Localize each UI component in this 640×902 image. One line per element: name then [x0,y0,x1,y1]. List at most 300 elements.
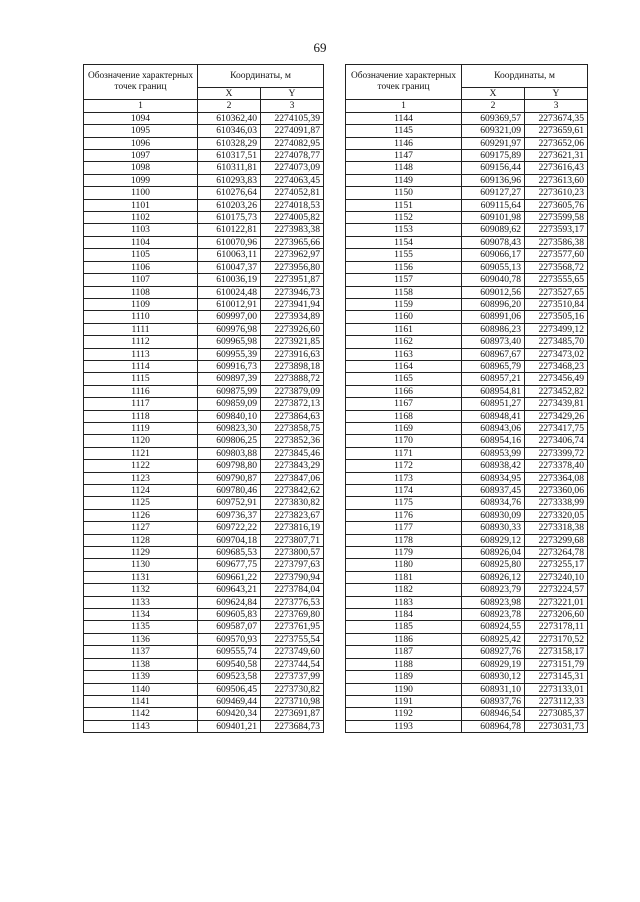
point-number-cell: 1111 [84,323,198,335]
table-row [84,348,324,360]
x-coordinate-cell: 609736,37 [198,509,261,521]
point-number-cell: 1097 [84,150,198,162]
x-coordinate-cell: 609420,34 [198,708,261,720]
table-row [84,286,324,298]
point-number-cell: 1172 [346,460,462,472]
x-coordinate-cell: 608938,42 [462,460,525,472]
y-coordinate-cell: 2273951,87 [261,274,324,286]
x-coordinate-cell: 608925,42 [462,633,525,645]
table-row [346,323,588,335]
table-row [84,385,324,397]
x-coordinate-cell: 608924,55 [462,621,525,633]
y-coordinate-cell: 2273934,89 [261,311,324,323]
y-coordinate-cell: 2273749,60 [261,646,324,658]
point-number-cell: 1165 [346,373,462,385]
point-number-cell: 1110 [84,311,198,323]
point-number-cell: 1167 [346,398,462,410]
point-number-cell: 1133 [84,596,198,608]
x-coordinate-cell: 609078,43 [462,236,525,248]
x-coordinate-cell: 608929,19 [462,658,525,670]
x-coordinate-cell: 609040,78 [462,274,525,286]
x-coordinate-cell: 610063,11 [198,249,261,261]
y-coordinate-cell: 2273206,60 [525,609,588,621]
y-coordinate-cell: 2273112,33 [525,695,588,707]
table-row [84,298,324,310]
table-row [346,311,588,323]
table-row [84,137,324,149]
point-number-cell: 1120 [84,435,198,447]
table-row [84,274,324,286]
x-coordinate-cell: 610317,51 [198,150,261,162]
x-coordinate-cell: 610203,26 [198,199,261,211]
point-number-cell: 1168 [346,410,462,422]
table-row [84,708,324,720]
point-number-cell: 1138 [84,658,198,670]
x-coordinate-cell: 609704,18 [198,534,261,546]
y-coordinate-cell: 2273593,17 [525,224,588,236]
table-row [346,336,588,348]
point-number-cell: 1157 [346,274,462,286]
point-number-cell: 1137 [84,646,198,658]
x-coordinate-cell: 608925,80 [462,559,525,571]
point-number-cell: 1154 [346,236,462,248]
y-header: Y [261,88,324,100]
x-coordinate-cell: 608973,40 [462,336,525,348]
point-number-cell: 1159 [346,298,462,310]
y-coordinate-cell: 2273224,57 [525,584,588,596]
point-number-cell: 1104 [84,236,198,248]
y-coordinate-cell: 2273769,80 [261,609,324,621]
table-row [346,112,588,124]
x-coordinate-cell: 609955,39 [198,348,261,360]
table-row [84,199,324,211]
x-coordinate-cell: 609523,58 [198,671,261,683]
y-coordinate-cell: 2274091,87 [261,125,324,137]
table-row [346,224,588,236]
table-row [84,509,324,521]
x-coordinate-cell: 609976,98 [198,323,261,335]
y-coordinate-cell: 2273776,53 [261,596,324,608]
x-coordinate-cell: 609101,98 [462,212,525,224]
point-number-cell: 1193 [346,720,462,732]
table-row [346,609,588,621]
point-number-cell: 1161 [346,323,462,335]
table-row [346,472,588,484]
x-coordinate-cell: 608923,79 [462,584,525,596]
table-row [84,174,324,186]
y-coordinate-cell: 2273318,38 [525,522,588,534]
point-number-cell: 1188 [346,658,462,670]
y-coordinate-cell: 2273499,12 [525,323,588,335]
table-row [84,559,324,571]
y-coordinate-cell: 2273360,06 [525,485,588,497]
y-coordinate-cell: 2273221,01 [525,596,588,608]
y-coordinate-cell: 2273320,05 [525,509,588,521]
x-coordinate-cell: 608930,12 [462,671,525,683]
point-number-cell: 1182 [346,584,462,596]
table-row [84,447,324,459]
table-row [84,646,324,658]
x-coordinate-cell: 608923,98 [462,596,525,608]
table-row [84,671,324,683]
table-row [346,559,588,571]
x-coordinate-cell: 609624,84 [198,596,261,608]
column-number-3: 3 [525,100,588,112]
y-coordinate-cell: 2274073,09 [261,162,324,174]
point-number-cell: 1107 [84,274,198,286]
y-coordinate-cell: 2273684,73 [261,720,324,732]
y-coordinate-cell: 2273170,52 [525,633,588,645]
x-coordinate-cell: 609555,74 [198,646,261,658]
x-coordinate-cell: 609605,83 [198,609,261,621]
table-row [84,398,324,410]
point-number-cell: 1180 [346,559,462,571]
table-body-right [346,65,588,733]
point-number-cell: 1183 [346,596,462,608]
x-coordinate-cell: 609823,30 [198,422,261,434]
x-coordinate-cell: 608964,78 [462,720,525,732]
table-row [346,373,588,385]
table-row [346,298,588,310]
point-number-cell: 1185 [346,621,462,633]
table-row [346,658,588,670]
x-coordinate-cell: 609965,98 [198,336,261,348]
x-coordinate-cell: 609089,62 [462,224,525,236]
table-row [346,435,588,447]
point-number-cell: 1122 [84,460,198,472]
table-row [346,360,588,372]
table-row [84,261,324,273]
point-number-cell: 1102 [84,212,198,224]
point-number-cell: 1192 [346,708,462,720]
y-coordinate-cell: 2273338,99 [525,497,588,509]
x-coordinate-cell: 608923,78 [462,609,525,621]
column-number-3: 3 [261,100,324,112]
point-number-cell: 1174 [346,485,462,497]
x-coordinate-cell: 610012,91 [198,298,261,310]
table-row [84,236,324,248]
table-row [84,212,324,224]
y-coordinate-cell: 2273816,19 [261,522,324,534]
table-row [84,596,324,608]
table-row [84,373,324,385]
x-coordinate-cell: 609752,91 [198,497,261,509]
x-coordinate-cell: 609506,45 [198,683,261,695]
y-coordinate-cell: 2273456,49 [525,373,588,385]
point-number-cell: 1101 [84,199,198,211]
point-number-cell: 1191 [346,695,462,707]
x-coordinate-cell: 609803,88 [198,447,261,459]
table-row [84,695,324,707]
x-coordinate-cell: 608926,04 [462,547,525,559]
point-number-cell: 1108 [84,286,198,298]
point-number-cell: 1181 [346,571,462,583]
y-coordinate-cell: 2273468,23 [525,360,588,372]
point-number-cell: 1175 [346,497,462,509]
table-row [346,547,588,559]
point-number-cell: 1139 [84,671,198,683]
point-number-cell: 1149 [346,174,462,186]
table-row [84,435,324,447]
point-number-cell: 1156 [346,261,462,273]
table-row [346,274,588,286]
point-number-cell: 1114 [84,360,198,372]
point-number-cell: 1099 [84,174,198,186]
x-coordinate-cell: 609840,10 [198,410,261,422]
x-coordinate-cell: 608937,45 [462,485,525,497]
y-coordinate-cell: 2273133,01 [525,683,588,695]
x-coordinate-cell: 609156,44 [462,162,525,174]
table-row [84,485,324,497]
point-number-cell: 1164 [346,360,462,372]
y-coordinate-cell: 2273151,79 [525,658,588,670]
point-number-cell: 1153 [346,224,462,236]
table-row [346,137,588,149]
x-coordinate-cell: 609066,17 [462,249,525,261]
x-coordinate-cell: 608930,09 [462,509,525,521]
x-coordinate-cell: 610311,81 [198,162,261,174]
x-coordinate-cell: 609540,58 [198,658,261,670]
table-row [346,720,588,732]
y-coordinate-cell: 2273439,81 [525,398,588,410]
x-header: X [198,88,261,100]
y-coordinate-cell: 2274078,77 [261,150,324,162]
table-row [84,125,324,137]
coordinates-header: Координаты, м [462,65,588,88]
table-row [346,621,588,633]
x-coordinate-cell: 610276,64 [198,187,261,199]
table-row [346,633,588,645]
y-coordinate-cell: 2274105,39 [261,112,324,124]
table-row [346,125,588,137]
x-coordinate-cell: 608967,67 [462,348,525,360]
y-coordinate-cell: 2273898,18 [261,360,324,372]
point-number-cell: 1151 [346,199,462,211]
column-number-row [346,100,588,112]
y-coordinate-cell: 2273888,72 [261,373,324,385]
y-coordinate-cell: 2273505,16 [525,311,588,323]
point-number-cell: 1150 [346,187,462,199]
point-number-cell: 1179 [346,547,462,559]
table-row [346,410,588,422]
table-row [346,596,588,608]
y-coordinate-cell: 2273842,62 [261,485,324,497]
y-coordinate-cell: 2273240,10 [525,571,588,583]
point-number-cell: 1126 [84,509,198,521]
table-row [346,385,588,397]
y-coordinate-cell: 2273965,66 [261,236,324,248]
x-coordinate-cell: 609055,13 [462,261,525,273]
y-coordinate-cell: 2273485,70 [525,336,588,348]
table-row [84,534,324,546]
column-number-1: 1 [346,100,462,112]
y-coordinate-cell: 2273830,82 [261,497,324,509]
x-coordinate-cell: 608934,95 [462,472,525,484]
point-number-cell: 1163 [346,348,462,360]
table-row [346,422,588,434]
point-number-cell: 1113 [84,348,198,360]
y-coordinate-cell: 2273674,35 [525,112,588,124]
x-coordinate-cell: 609321,09 [462,125,525,137]
y-coordinate-cell: 2273872,13 [261,398,324,410]
point-number-cell: 1115 [84,373,198,385]
coordinates-table-right [345,64,588,733]
x-coordinate-cell: 609875,99 [198,385,261,397]
y-coordinate-cell: 2273586,38 [525,236,588,248]
x-coordinate-cell: 608953,99 [462,447,525,459]
x-coordinate-cell: 608943,06 [462,422,525,434]
table-row [84,522,324,534]
x-coordinate-cell: 609722,22 [198,522,261,534]
table-row [84,422,324,434]
y-coordinate-cell: 2273299,68 [525,534,588,546]
y-coordinate-cell: 2274052,81 [261,187,324,199]
column-number-1: 1 [84,100,198,112]
table-row [346,174,588,186]
y-coordinate-cell: 2273577,60 [525,249,588,261]
point-number-cell: 1105 [84,249,198,261]
point-number-cell: 1155 [346,249,462,261]
x-coordinate-cell: 610070,96 [198,236,261,248]
point-number-cell: 1173 [346,472,462,484]
x-coordinate-cell: 610036,19 [198,274,261,286]
x-coordinate-cell: 608931,10 [462,683,525,695]
y-coordinate-cell: 2273621,31 [525,150,588,162]
y-coordinate-cell: 2273031,73 [525,720,588,732]
x-coordinate-cell: 608926,12 [462,571,525,583]
table-row [346,522,588,534]
x-coordinate-cell: 610328,29 [198,137,261,149]
point-number-cell: 1100 [84,187,198,199]
table-row [346,509,588,521]
y-coordinate-cell: 2273599,58 [525,212,588,224]
table-row [84,150,324,162]
table-row [346,187,588,199]
x-coordinate-cell: 608965,79 [462,360,525,372]
table-row [346,534,588,546]
table-row [346,584,588,596]
point-number-cell: 1147 [346,150,462,162]
table-row [84,112,324,124]
y-coordinate-cell: 2273790,94 [261,571,324,583]
point-number-cell: 1132 [84,584,198,596]
point-designation-header: Обозначение характерных точек границ [346,65,462,100]
table-row [84,472,324,484]
y-coordinate-cell: 2273845,46 [261,447,324,459]
point-number-cell: 1125 [84,497,198,509]
point-number-cell: 1160 [346,311,462,323]
y-coordinate-cell: 2273178,11 [525,621,588,633]
point-number-cell: 1166 [346,385,462,397]
point-number-cell: 1117 [84,398,198,410]
point-number-cell: 1189 [346,671,462,683]
y-coordinate-cell: 2273852,36 [261,435,324,447]
point-number-cell: 1131 [84,571,198,583]
x-coordinate-cell: 608957,21 [462,373,525,385]
x-coordinate-cell: 610122,81 [198,224,261,236]
table-row [84,410,324,422]
x-coordinate-cell: 609012,56 [462,286,525,298]
point-number-cell: 1178 [346,534,462,546]
y-coordinate-cell: 2273429,26 [525,410,588,422]
table-row [84,621,324,633]
point-number-cell: 1118 [84,410,198,422]
x-coordinate-cell: 610047,37 [198,261,261,273]
x-coordinate-cell: 609677,75 [198,559,261,571]
x-coordinate-cell: 608930,33 [462,522,525,534]
point-number-cell: 1130 [84,559,198,571]
table-row [346,460,588,472]
x-coordinate-cell: 609798,80 [198,460,261,472]
point-number-cell: 1121 [84,447,198,459]
point-number-cell: 1116 [84,385,198,397]
y-coordinate-cell: 2273659,61 [525,125,588,137]
point-number-cell: 1170 [346,435,462,447]
y-coordinate-cell: 2273843,29 [261,460,324,472]
table-body-left [84,65,324,733]
y-coordinate-cell: 2273784,04 [261,584,324,596]
y-coordinate-cell: 2273473,02 [525,348,588,360]
point-number-cell: 1141 [84,695,198,707]
column-number-2: 2 [198,100,261,112]
y-coordinate-cell: 2273406,74 [525,435,588,447]
y-coordinate-cell: 2273527,65 [525,286,588,298]
y-coordinate-cell: 2273652,06 [525,137,588,149]
y-coordinate-cell: 2273605,76 [525,199,588,211]
y-coordinate-cell: 2273568,72 [525,261,588,273]
table-row [346,447,588,459]
column-number-2: 2 [462,100,525,112]
x-coordinate-cell: 609570,93 [198,633,261,645]
table-row [84,609,324,621]
x-coordinate-cell: 610024,48 [198,286,261,298]
x-coordinate-cell: 608937,76 [462,695,525,707]
point-number-cell: 1123 [84,472,198,484]
y-coordinate-cell: 2273761,95 [261,621,324,633]
point-number-cell: 1169 [346,422,462,434]
y-coordinate-cell: 2273085,37 [525,708,588,720]
y-header: Y [525,88,588,100]
y-coordinate-cell: 2273916,63 [261,348,324,360]
x-coordinate-cell: 610362,40 [198,112,261,124]
table-row [84,249,324,261]
table-row [346,212,588,224]
point-number-cell: 1184 [346,609,462,621]
y-coordinate-cell: 2273941,94 [261,298,324,310]
x-coordinate-cell: 608954,16 [462,435,525,447]
table-row [84,336,324,348]
y-coordinate-cell: 2273744,54 [261,658,324,670]
table-row [84,683,324,695]
table-row [346,646,588,658]
y-coordinate-cell: 2273145,31 [525,671,588,683]
x-coordinate-cell: 608934,76 [462,497,525,509]
y-coordinate-cell: 2273864,63 [261,410,324,422]
y-coordinate-cell: 2273691,87 [261,708,324,720]
x-coordinate-cell: 608948,41 [462,410,525,422]
y-coordinate-cell: 2273858,75 [261,422,324,434]
table-row [84,162,324,174]
x-coordinate-cell: 609780,46 [198,485,261,497]
point-number-cell: 1098 [84,162,198,174]
y-coordinate-cell: 2274063,45 [261,174,324,186]
y-coordinate-cell: 2273823,67 [261,509,324,521]
table-row [84,584,324,596]
point-number-cell: 1094 [84,112,198,124]
x-coordinate-cell: 609685,53 [198,547,261,559]
point-number-cell: 1135 [84,621,198,633]
point-designation-header: Обозначение характерных точек границ [84,65,198,100]
